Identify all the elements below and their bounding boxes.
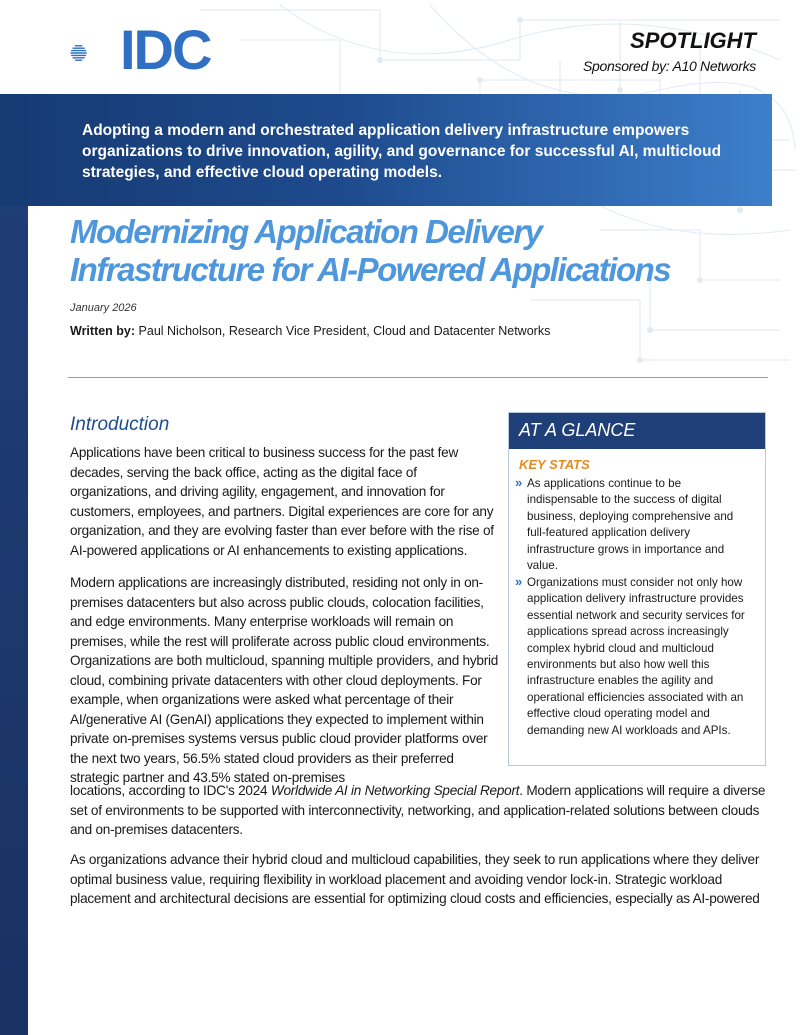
at-a-glance-title: AT A GLANCE	[519, 420, 636, 440]
key-stat-bullet	[515, 575, 753, 739]
summary-banner-text: Adopting a modern and orchestrated application delivery infrastructure empowers organizations to drive innovation, agility, and governance for successful AI, multicloud strategies, and effective cloud operating models.	[82, 122, 722, 181]
key-stat-text: Organizations must consider not only how application delivery infrastructure provides essential network and security services for applications spread across increasingly complex hybrid cloud and multicloud environments but also how well this infrastructure enables the agility and operational efficiencies associated with an effective cloud operating model and demanding new AI workloads and APIs.	[527, 576, 745, 737]
written-by-label: Written by:	[70, 324, 136, 338]
bullet-chevron-icon: »	[515, 574, 523, 589]
intro-paragraph-2-part-a: Modern applications are increasingly distributed, residing not only in on-premises datacenters but also across public clouds, colocation facilities, and edge environments. Many enterprise workloads will remain on premises, while the rest will proliferate across public cloud environments. Organizations are both multicloud, spanning multiple providers, and hybrid cloud, combining private datacenters with other cloud deployments. For example, when organizations were asked what percentage of their AI/generative AI (GenAI) applications they expected to implement within private on-premises systems versus public cloud provider platforms over the next two years, 56.5% stated cloud providers as their preferred strategic partner and 43.5% stated on-premises	[70, 575, 499, 785]
intro-paragraph-3: As organizations advance their hybrid cloud and multicloud capabilities, they seek to run applications where they deliver optimal business value, requiring flexibility in workload placement and avoiding vendor lock-in. Strategic workload placement and architectural decisions are essential for optimizing cloud costs and efficiencies, especially as AI-powered	[70, 852, 760, 906]
introduction-heading: Introduction	[70, 414, 170, 435]
sponsor-line: Sponsored by: A10 Networks	[583, 58, 756, 74]
author-line	[70, 324, 550, 338]
at-a-glance-header	[509, 413, 765, 449]
publication-date: January 2026	[70, 302, 137, 314]
key-stats-heading: KEY STATS	[519, 457, 590, 472]
author-name: Paul Nicholson, Research Vice President, Cloud and Datacenter Networks	[138, 324, 551, 338]
title-line-2: Infrastructure for AI-Powered Applications	[70, 251, 671, 288]
intro-paragraph-2-part-b: locations, according to IDC's 2024	[70, 783, 271, 798]
intro-paragraph-2-continued	[70, 781, 770, 840]
key-stat-text: As applications continue to be indispensable to the success of digital business, deploying comprehensive and full-featured application delivery infrastructure grows in importance and value.	[527, 477, 734, 573]
at-a-glance-box	[508, 412, 766, 766]
report-title: Worldwide AI in Networking Special Report	[270, 783, 520, 798]
document-type-label: SPOTLIGHT	[630, 28, 756, 53]
document-title	[70, 213, 770, 289]
idc-globe-icon	[70, 28, 120, 78]
intro-paragraph-2-part-c: . Modern applications will require a diverse set of environments to be supported with interconnectivity, networking, and application-related solutions between clouds and on-premises datacenters.	[70, 783, 766, 837]
title-line-1: Modernizing Application Delivery	[70, 213, 542, 250]
section-divider	[68, 377, 768, 378]
intro-paragraph-2	[70, 573, 500, 788]
intro-paragraph-1: Applications have been critical to business success for the past few decades, serving the back office, acting as the digital face of organizations, and driving agility, engagement, and innovation for customers, employees, and partners. Digital experiences are core for any organization, and they are evolving faster than ever before with the rise of AI-powered applications or AI enhancements to existing applications.	[70, 445, 494, 558]
idc-logo: IDC	[120, 18, 211, 81]
left-accent-bar	[0, 94, 28, 1035]
key-stat-bullet	[515, 476, 753, 574]
bullet-chevron-icon: »	[515, 475, 523, 490]
